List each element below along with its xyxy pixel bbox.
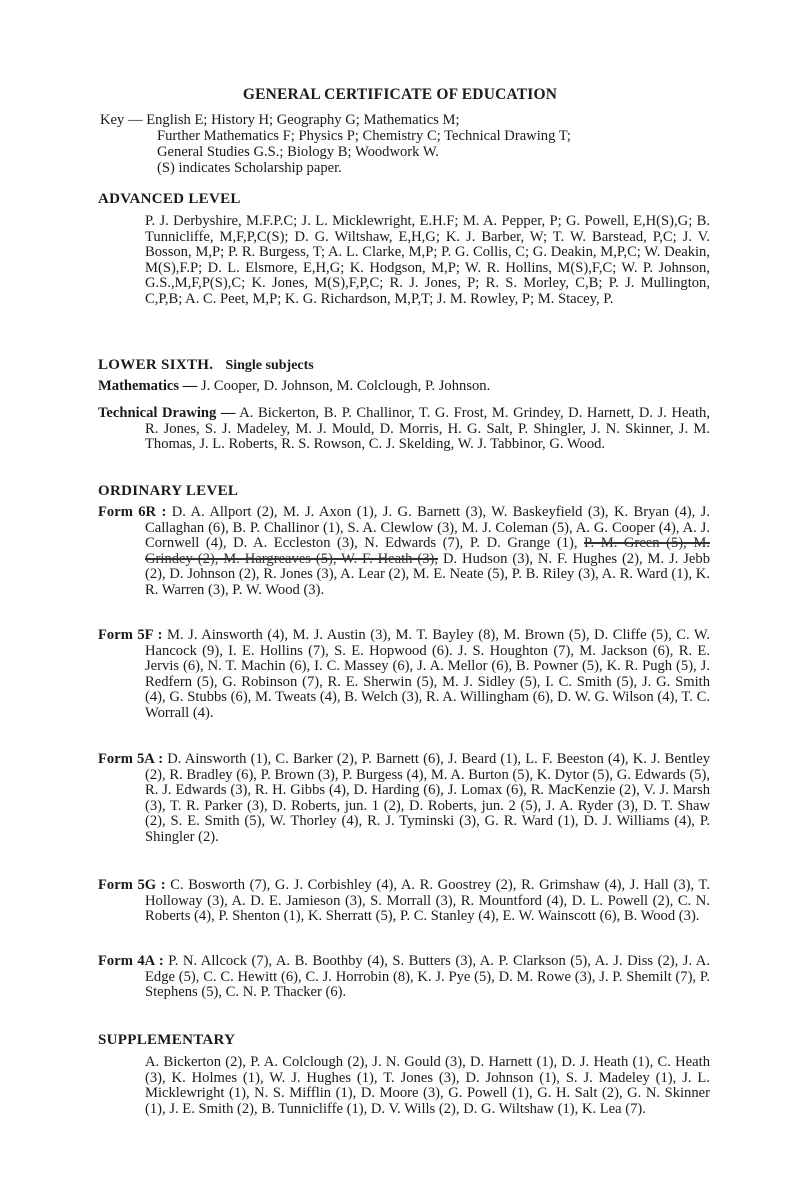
form-5a-list: D. Ainsworth (1), C. Barker (2), P. Barnett (6), J. Beard (1), L. F. Beeston (4), K. J. Bentley (2), R. Bradley (6), P. Brown (3), P. Burgess (4), M. A. Burton (5), K. Dytor (5), G. Edwards (5), R. J. Edwards (3), R. H. Gibbs (4), D. Harding (6), J. Lomax (6), R. MacKenzie (2), V. J. Marsh (3), T. R. Parker (3), D. Roberts, jun. 1 (2), D. Roberts, jun. 2 (5), J. A. Ryder (3), D. T. Shaw (2), S. E. Smith (5), W. Thorley (4), R. J. Tyminski (3), G. R. Ward (1), D. J. Williams (4), P. Shingler (2).: [145, 751, 710, 845]
technical-drawing-label: Technical Drawing —: [98, 405, 236, 421]
form-5f-label: Form 5F :: [98, 627, 163, 643]
lower-sixth-subheading: Single subjects: [225, 358, 314, 373]
page-title: GENERAL CERTIFICATE OF EDUCATION: [242, 86, 558, 103]
ordinary-level-heading: ORDINARY LEVEL: [98, 483, 239, 499]
supplementary-list: A. Bickerton (2), P. A. Colclough (2), J. N. Gould (3), D. Harnett (1), D. J. Heath (1), C. Heath (3), K. Holmes (1), W. J. Hughes (1), T. Jones (3), D. Johnson (1), S. J. Madeley (1), J. L. Micklewright (1), N. S. Mifflin (1), D. Moore (3), G. Powell (1), G. H. Salt (2), G. N. Skinner (1), J. E. Smith (2), B. Tunnicliffe (1), D. V. Wills (2), D. G. Wiltshaw (1), K. Lea (7).: [145, 1054, 710, 1117]
lower-sixth-title: LOWER SIXTH.: [98, 357, 214, 373]
form-4a-label: Form 4A :: [98, 953, 164, 969]
form-5f-entry: [98, 628, 710, 722]
form-6r-label: Form 6R :: [98, 504, 167, 520]
form-6r-entry: [98, 505, 710, 599]
supplementary-heading: SUPPLEMENTARY: [98, 1032, 236, 1048]
form-5g-list: C. Bosworth (7), G. J. Corbishley (4), A. R. Goostrey (2), R. Grimshaw (4), J. Hall (3), T. Holloway (3), A. D. E. Jamieson (3), S. Morrall (3), R. Mountford (4), D. L. Powell (2), C. N. Roberts (4), P. Shenton (1), K. Sherratt (5), P. C. Stanley (4), E. W. Wainscott (6), B. Wood (3).: [145, 877, 710, 925]
advanced-level-heading: ADVANCED LEVEL: [98, 191, 241, 207]
key-line-3: General Studies G.S.; Biology B; Woodwork W.: [157, 144, 439, 160]
lower-sixth-mathematics: [98, 379, 710, 395]
form-6r-list-b: D. Hudson (3), N. F. Hughes (2), M. J. Jebb (2), D. Johnson (2), R. Jones (3), A. Lear (2), M. E. Neate (5), P. B. Riley (3), A. R. Ward (1), K. R. Warren (3), P. W. Wood (3).: [145, 550, 710, 598]
form-4a-entry: [98, 954, 710, 1001]
mathematics-label: Mathematics —: [98, 378, 198, 394]
key-label: Key —: [100, 112, 143, 128]
key-line-2: Further Mathematics F; Physics P; Chemistry C; Technical Drawing T;: [157, 128, 571, 144]
technical-drawing-list: A. Bickerton, B. P. Challinor, T. G. Frost, M. Grindey, D. Harnett, D. J. Heath, R. Jones, S. J. Madeley, M. J. Mould, D. Morris, H. G. Salt, P. Shingler, J. N. Skinner, J. M. Thomas, J. L. Roberts, R. S. Rowson, C. J. Skelding, W. J. Tabbinor, G. Wood.: [145, 405, 710, 453]
mathematics-list: J. Cooper, D. Johnson, M. Colclough, P. Johnson.: [200, 378, 491, 394]
form-5g-entry: [98, 878, 710, 925]
lower-sixth-technical-drawing: [98, 406, 710, 453]
form-5g-label: Form 5G :: [98, 877, 166, 893]
form-6r-list-a: D. A. Allport (2), M. J. Axon (1), J. G. Barnett (3), W. Baskeyfield (3), K. Bryan (4), J. Callaghan (6), B. P. Challinor (1), S. A. Clewlow (3), M. J. Coleman (5), A. G. Cooper (4), A. J. Cornwell (4), D. A. Eccleston (3), N. Edwards (7), P. D. Grange (1),: [145, 504, 711, 552]
advanced-level-list: P. J. Derbyshire, M.F.P.C; J. L. Micklewright, E.H.F; M. A. Pepper, P; G. Powell, E,H(S),G; B. Tunnicliffe, M,F,P,C(S); D. G. Wiltshaw, E,H,G; K. J. Barber, W; T. W. Barstead, P,C; J. V. Bosson, M,P; P. R. Burgess, T; A. L. Clarke, M,P; P. G. Collis, C; G. Deakin, M,P,C; W. Deakin, M(S),F.P; D. L. Elsmore, E,H,G; K. Hodgson, M,P; W. R. Hollins, M(S),F,C; W. P. Johnson, G.S.,M,F,P(S),C; K. Jones, M(S),F,P,C; R. J. Jones, P; R. S. Morley, C,B; P. J. Mullington, C,P,B; A. C. Peet, M,P; K. G. Richardson, M,P,T; J. M. Rowley, P; M. Stacey, P.: [145, 213, 710, 307]
form-5a-entry: [98, 752, 710, 846]
key-line-4: (S) indicates Scholarship paper.: [157, 160, 342, 176]
lower-sixth-heading: [98, 357, 314, 374]
form-6r-struck-names: P. M. Green (5), M. Grindey (2), M. Hargreaves (5), W. F. Heath (3),: [145, 535, 710, 567]
form-4a-list: P. N. Allcock (7), A. B. Boothby (4), S. Butters (3), A. P. Clarkson (5), A. J. Diss (2), J. A. Edge (5), C. C. Hewitt (6), C. J. Horrobin (8), K. J. Pye (5), D. M. Rowe (3), J. P. Shemilt (7), P. Stephens (5), C. N. P. Thacker (6).: [145, 953, 710, 1001]
subject-key: [100, 112, 720, 176]
key-line-1: English E; History H; Geography G; Mathematics M;: [146, 112, 460, 128]
form-5f-list: M. J. Ainsworth (4), M. J. Austin (3), M. T. Bayley (8), M. Brown (5), D. Cliffe (5), C. W. Hancock (9), I. E. Hollins (7), S. E. Hopwood (6). J. S. Houghton (7), M. Jackson (6), R. E. Jervis (6), N. T. Machin (6), I. C. Massey (6), J. A. Mellor (6), B. Powner (5), K. R. Pugh (5), J. Redfern (5), G. Robinson (7), R. E. Sherwin (5), M. J. Sidley (5), I. C. Smith (5), J. G. Smith (4), G. Stubbs (6), M. Tweats (4), B. Welch (3), R. A. Willingham (6), D. W. G. Wilson (4), T. C. Worrall (4).: [145, 627, 711, 721]
form-5a-label: Form 5A :: [98, 751, 164, 767]
